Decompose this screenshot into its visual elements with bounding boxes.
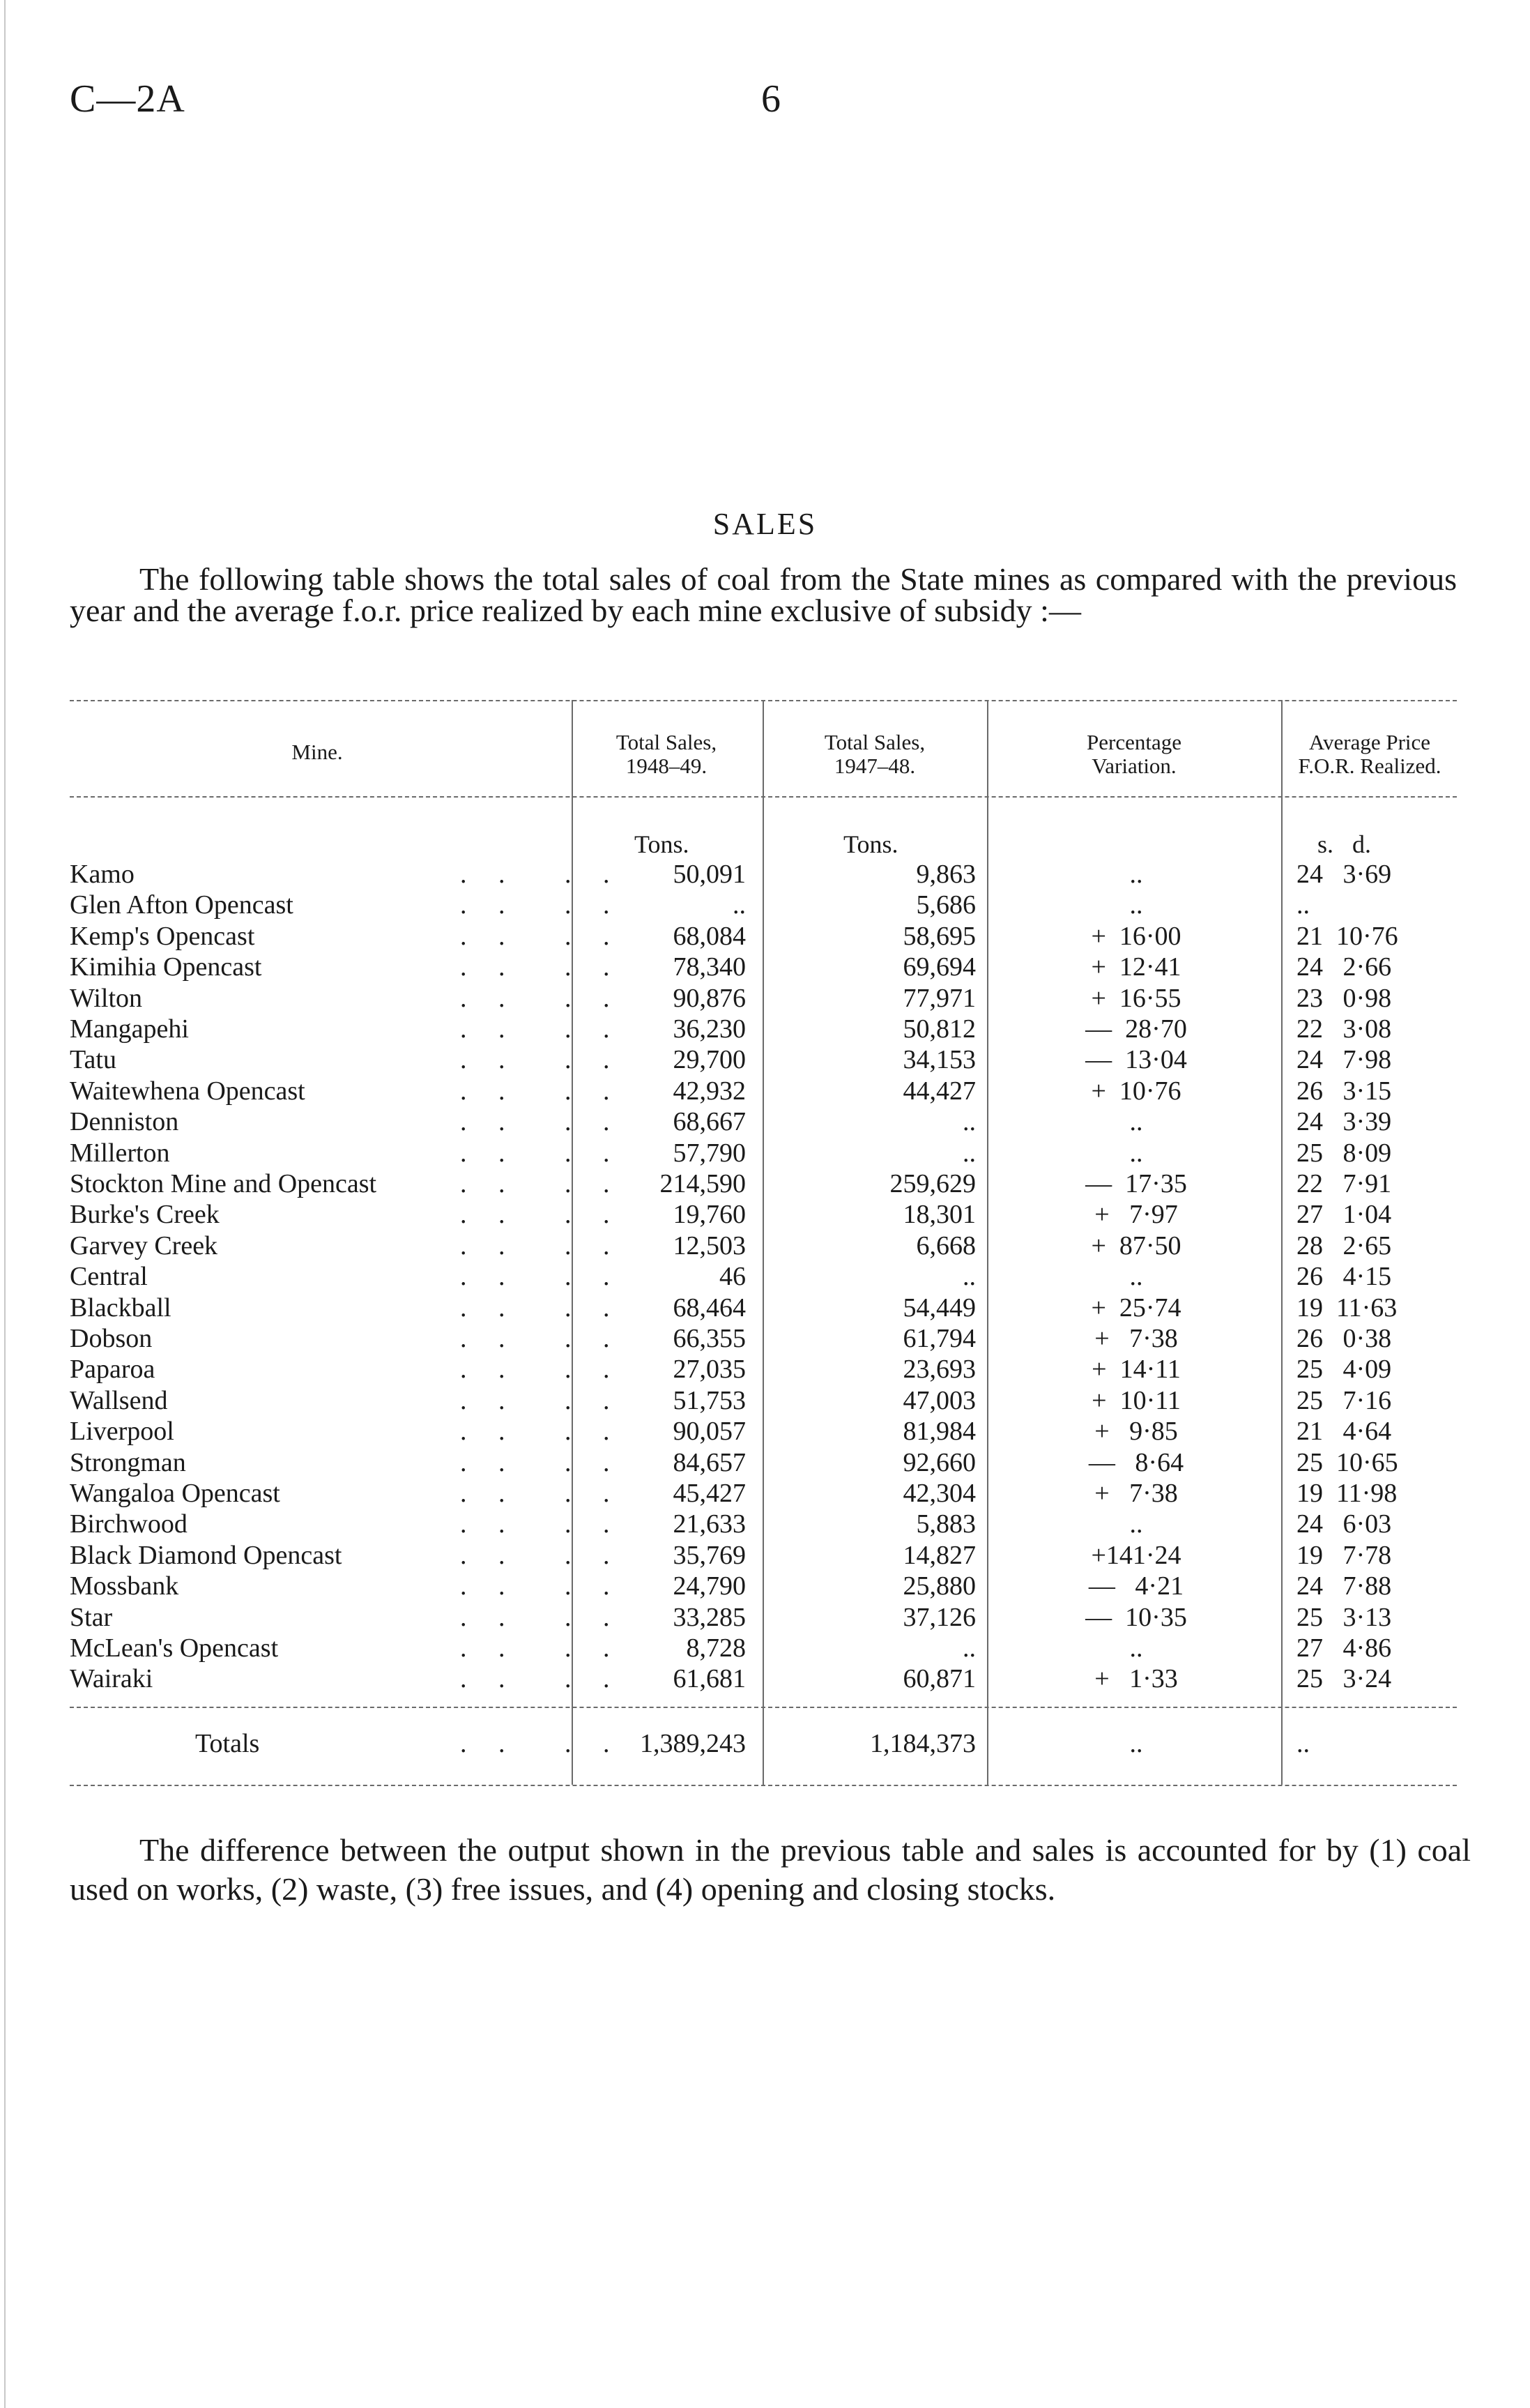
percentage-variation-value: — 8·64 — [1088, 1447, 1184, 1477]
average-price-value: 19 7·78 — [1296, 1540, 1392, 1570]
mine-name: Wairaki — [70, 1664, 153, 1694]
mine-name: Kamo — [70, 860, 135, 889]
column-header-sales-1948 — [573, 731, 760, 778]
sales-1947-value: 1,184,373 — [870, 1729, 976, 1758]
average-price-value: 24 3·39 — [1296, 1107, 1392, 1137]
sales-1948-value: 45,427 — [673, 1479, 746, 1508]
sales-1947-value: 5,686 — [916, 890, 976, 920]
leader-dot: . . — [460, 1509, 518, 1539]
leader-dot: . . — [565, 1230, 622, 1260]
percentage-variation-value: + 12·41 — [1091, 952, 1181, 982]
leader-dot: . . — [460, 1385, 518, 1415]
leader-dot: . . — [565, 1293, 622, 1323]
sales-1948-value: 33,285 — [673, 1602, 746, 1632]
sales-1947-value: 5,883 — [916, 1509, 976, 1539]
sales-1947-value: 37,126 — [903, 1602, 976, 1632]
percentage-variation-value: — 13·04 — [1085, 1045, 1187, 1075]
average-price-value: 24 6·03 — [1296, 1509, 1392, 1539]
leader-dot: . . — [460, 1045, 518, 1075]
column-header-sales-1948-line2: 1948–49. — [625, 754, 707, 778]
leader-dot: . . — [460, 1355, 518, 1385]
sales-1948-value: 50,091 — [673, 860, 746, 889]
average-price-value: 25 7·16 — [1296, 1385, 1392, 1415]
sales-1948-value: 24,790 — [673, 1571, 746, 1601]
leader-dot: . . — [460, 1138, 518, 1168]
sales-1948-value: 51,753 — [673, 1385, 746, 1415]
mine-name: Wangaloa Opencast — [70, 1479, 280, 1508]
sales-1947-value: .. — [963, 1633, 976, 1663]
page-number: 6 — [761, 77, 781, 121]
sales-1947-value: 54,449 — [903, 1293, 976, 1323]
totals-top-rule — [70, 1707, 1457, 1708]
mine-name: Kimihia Opencast — [70, 952, 262, 982]
sales-1947-value: 61,794 — [903, 1324, 976, 1353]
leader-dot: . . — [460, 1447, 518, 1477]
sales-1947-value: 60,871 — [903, 1664, 976, 1694]
column-divider-4 — [1281, 700, 1283, 1785]
leader-dot: . . — [565, 1076, 622, 1106]
sales-1947-value: 14,827 — [903, 1540, 976, 1570]
leader-dot: . . — [565, 1417, 622, 1447]
column-divider-3 — [987, 700, 988, 1785]
totals-label: Totals — [195, 1729, 260, 1758]
average-price-value: 27 4·86 — [1296, 1633, 1392, 1663]
percentage-variation-value: + 7·97 — [1094, 1200, 1178, 1230]
average-price-value: .. — [1296, 1729, 1310, 1758]
leader-dot: . . — [460, 1417, 518, 1447]
leader-dot: . . — [565, 1014, 622, 1044]
average-price-value: 26 3·15 — [1296, 1076, 1392, 1106]
percentage-variation-value: +141·24 — [1091, 1540, 1181, 1570]
sales-1947-value: 9,863 — [916, 860, 976, 889]
sales-1948-value: 35,769 — [673, 1540, 746, 1570]
leader-dot: . . — [460, 1230, 518, 1260]
intro-paragraph: The following table shows the total sales of coal from the State mines as compared with the previous year and the average f.o.r. price realized by each mine exclusive of subsidy :— — [70, 561, 1457, 628]
sales-1948-value: 90,057 — [673, 1417, 746, 1447]
leader-dot: . . — [565, 1571, 622, 1601]
average-price-value: 26 4·15 — [1296, 1262, 1392, 1292]
average-price-value: 25 4·09 — [1296, 1355, 1392, 1385]
percentage-variation-value: — 10·35 — [1085, 1602, 1187, 1632]
leader-dot: . . — [565, 1107, 622, 1137]
sales-1947-value: 47,003 — [903, 1385, 976, 1415]
sales-1948-value: 78,340 — [673, 952, 746, 982]
sales-1948-value: 68,464 — [673, 1293, 746, 1323]
column-header-average-price — [1283, 731, 1457, 778]
mine-name: Wallsend — [70, 1385, 168, 1415]
leader-dot: . . — [460, 1169, 518, 1198]
document-reference: C—2A — [70, 77, 185, 121]
leader-dot: . . — [565, 1324, 622, 1353]
mine-name: Liverpool — [70, 1417, 174, 1447]
sales-1948-value: 90,876 — [673, 983, 746, 1013]
column-header-percentage-line2: Variation. — [1092, 754, 1177, 778]
column-divider-1 — [572, 700, 573, 1785]
sales-1947-value: .. — [963, 1262, 976, 1292]
mine-name: Mangapehi — [70, 1014, 189, 1044]
leader-dot: . . — [460, 1076, 518, 1106]
leader-dot: . . — [565, 1200, 622, 1230]
leader-dot: . . — [460, 1200, 518, 1230]
percentage-variation-value: + 14·11 — [1092, 1355, 1181, 1385]
percentage-variation-value: .. — [1129, 1107, 1143, 1137]
percentage-variation-value: .. — [1129, 1729, 1143, 1758]
mine-name: Star — [70, 1602, 113, 1632]
sales-1948-value: 27,035 — [673, 1355, 746, 1385]
sales-1947-value: 259,629 — [889, 1169, 976, 1198]
average-price-value: 25 3·24 — [1296, 1664, 1392, 1694]
leader-dot: . . — [565, 1664, 622, 1694]
average-price-value: 21 4·64 — [1296, 1417, 1392, 1447]
average-price-value: 24 2·66 — [1296, 952, 1392, 982]
sales-1948-value: 21,633 — [673, 1509, 746, 1539]
average-price-value: 24 7·98 — [1296, 1045, 1392, 1075]
average-price-value: 24 7·88 — [1296, 1571, 1392, 1601]
percentage-variation-value: + 7·38 — [1094, 1324, 1178, 1353]
sales-1948-value: 61,681 — [673, 1664, 746, 1694]
sales-1947-value: 44,427 — [903, 1076, 976, 1106]
column-header-average-price-line1: Average Price — [1308, 730, 1431, 754]
percentage-variation-value: + 10·76 — [1091, 1076, 1181, 1106]
average-price-value: .. — [1296, 890, 1310, 920]
leader-dot: . . — [565, 1447, 622, 1477]
mine-name: Waitewhena Opencast — [70, 1076, 305, 1106]
sales-1947-value: 34,153 — [903, 1045, 976, 1075]
leader-dot: . . — [565, 952, 622, 982]
sales-1948-value: 68,084 — [673, 921, 746, 951]
percentage-variation-value: + 25·74 — [1091, 1293, 1181, 1323]
mine-name: Black Diamond Opencast — [70, 1540, 342, 1570]
leader-dot: . . — [565, 1540, 622, 1570]
percentage-variation-value: .. — [1129, 1138, 1143, 1168]
sales-1948-value: 12,503 — [673, 1230, 746, 1260]
leader-dot: . . — [565, 1385, 622, 1415]
sales-1948-value: 19,760 — [673, 1200, 746, 1230]
leader-dot: . . — [460, 1107, 518, 1137]
sales-1947-value: .. — [963, 1107, 976, 1137]
leader-dot: . . — [565, 1479, 622, 1508]
leader-dot: . . — [565, 890, 622, 920]
sales-1948-value: 42,932 — [673, 1076, 746, 1106]
percentage-variation-value: .. — [1129, 1509, 1143, 1539]
units-average-price: s. d. — [1317, 830, 1372, 858]
leader-dot: . . — [460, 1633, 518, 1663]
percentage-variation-value: — 17·35 — [1085, 1169, 1187, 1198]
leader-dot: . . — [460, 1664, 518, 1694]
sales-1948-value: 36,230 — [673, 1014, 746, 1044]
sales-1947-value: 25,880 — [903, 1571, 976, 1601]
page-edge — [4, 0, 6, 2408]
leader-dot: . . — [565, 1509, 622, 1539]
average-price-value: 25 3·13 — [1296, 1602, 1392, 1632]
units-sales-1948: Tons. — [634, 830, 689, 858]
units-sales-1947: Tons. — [843, 830, 898, 858]
mine-name: Birchwood — [70, 1509, 188, 1539]
column-header-sales-1947-line2: 1947–48. — [834, 754, 916, 778]
leader-dot: . . — [460, 1014, 518, 1044]
leader-dot: . . — [460, 983, 518, 1013]
leader-dot: . . — [565, 1355, 622, 1385]
sales-1948-value: 57,790 — [673, 1138, 746, 1168]
mine-name: Kemp's Opencast — [70, 921, 255, 951]
mine-name: Strongman — [70, 1447, 186, 1477]
percentage-variation-value: + 7·38 — [1094, 1479, 1178, 1508]
leader-dot: . . — [565, 1729, 622, 1758]
mine-name: Stockton Mine and Opencast — [70, 1169, 377, 1198]
average-price-value: 27 1·04 — [1296, 1200, 1392, 1230]
sales-1947-value: 81,984 — [903, 1417, 976, 1447]
average-price-value: 22 3·08 — [1296, 1014, 1392, 1044]
mine-name: Blackball — [70, 1293, 171, 1323]
column-header-percentage — [988, 731, 1280, 778]
column-divider-2 — [763, 700, 764, 1785]
column-header-sales-1948-line1: Total Sales, — [615, 730, 717, 754]
column-header-mine — [70, 740, 565, 764]
sales-1947-value: 18,301 — [903, 1200, 976, 1230]
column-header-sales-1947-line1: Total Sales, — [824, 730, 926, 754]
mine-name: Burke's Creek — [70, 1200, 220, 1230]
sales-1948-value: 68,667 — [673, 1107, 746, 1137]
column-header-mine-label: Mine. — [291, 740, 343, 764]
section-title: SALES — [712, 507, 818, 541]
mine-name: McLean's Opencast — [70, 1633, 279, 1663]
sales-1947-value: 50,812 — [903, 1014, 976, 1044]
percentage-variation-value: — 28·70 — [1085, 1014, 1187, 1044]
sales-1948-value: 29,700 — [673, 1045, 746, 1075]
leader-dot: . . — [565, 860, 622, 889]
percentage-variation-value: .. — [1129, 860, 1143, 889]
sales-1948-value: 46 — [719, 1262, 746, 1292]
percentage-variation-value: + 87·50 — [1091, 1230, 1181, 1260]
percentage-variation-value: .. — [1129, 1633, 1143, 1663]
table-bottom-rule — [70, 1785, 1457, 1786]
mine-name: Tatu — [70, 1045, 116, 1075]
leader-dot: . . — [460, 952, 518, 982]
mine-name: Paparoa — [70, 1355, 155, 1385]
average-price-value: 25 10·65 — [1296, 1447, 1398, 1477]
leader-dot: . . — [460, 1602, 518, 1632]
average-price-value: 25 8·09 — [1296, 1138, 1392, 1168]
percentage-variation-value: + 9·85 — [1094, 1417, 1178, 1447]
percentage-variation-value: — 4·21 — [1088, 1571, 1184, 1601]
percentage-variation-value: + 16·55 — [1091, 983, 1181, 1013]
average-price-value: 19 11·63 — [1296, 1293, 1398, 1323]
mine-name: Glen Afton Opencast — [70, 890, 293, 920]
mine-name: Mossbank — [70, 1571, 179, 1601]
sales-1947-value: 23,693 — [903, 1355, 976, 1385]
sales-1948-value: .. — [733, 890, 746, 920]
leader-dot: . . — [565, 1138, 622, 1168]
leader-dot: . . — [565, 983, 622, 1013]
leader-dot: . . — [565, 1262, 622, 1292]
leader-dot: . . — [460, 1571, 518, 1601]
leader-dot: . . — [460, 860, 518, 889]
sales-1947-value: 6,668 — [916, 1230, 976, 1260]
sales-1947-value: 58,695 — [903, 921, 976, 951]
leader-dot: . . — [460, 1324, 518, 1353]
column-header-sales-1947 — [764, 731, 986, 778]
sales-1947-value: 77,971 — [903, 983, 976, 1013]
column-header-percentage-line1: Percentage — [1087, 730, 1181, 754]
percentage-variation-value: + 16·00 — [1091, 921, 1181, 951]
percentage-variation-value: + 1·33 — [1094, 1664, 1178, 1694]
mine-name: Millerton — [70, 1138, 170, 1168]
sales-1948-value: 84,657 — [673, 1447, 746, 1477]
average-price-value: 21 10·76 — [1296, 921, 1398, 951]
leader-dot: . . — [460, 921, 518, 951]
sales-1947-value: .. — [963, 1138, 976, 1168]
leader-dot: . . — [565, 1633, 622, 1663]
column-header-average-price-line2: F.O.R. Realized. — [1298, 754, 1441, 778]
sales-1948-value: 66,355 — [673, 1324, 746, 1353]
percentage-variation-value: .. — [1129, 1262, 1143, 1292]
leader-dot: . . — [565, 1169, 622, 1198]
percentage-variation-value: .. — [1129, 890, 1143, 920]
leader-dot: . . — [460, 1729, 518, 1758]
leader-dot: . . — [460, 1293, 518, 1323]
leader-dot: . . — [460, 1262, 518, 1292]
percentage-variation-value: + 10·11 — [1092, 1385, 1181, 1415]
sales-1947-value: 42,304 — [903, 1479, 976, 1508]
sales-1948-value: 8,728 — [686, 1633, 746, 1663]
average-price-value: 19 11·98 — [1296, 1479, 1398, 1508]
sales-1947-value: 92,660 — [903, 1447, 976, 1477]
sales-1947-value: 69,694 — [903, 952, 976, 982]
average-price-value: 28 2·65 — [1296, 1230, 1392, 1260]
average-price-value: 24 3·69 — [1296, 860, 1392, 889]
sales-1948-value: 214,590 — [659, 1169, 746, 1198]
mine-name: Wilton — [70, 983, 143, 1013]
average-price-value: 23 0·98 — [1296, 983, 1392, 1013]
leader-dot: . . — [565, 1045, 622, 1075]
leader-dot: . . — [460, 1479, 518, 1508]
mine-name: Denniston — [70, 1107, 179, 1137]
sales-1948-value: 1,389,243 — [640, 1729, 746, 1758]
leader-dot: . . — [565, 1602, 622, 1632]
footer-note: The difference between the output shown in the previous table and sales is accounted for by (1) coal used on works, (2) waste, (3) free issues, and (4) opening and closing stocks. — [70, 1832, 1471, 1907]
leader-dot: . . — [460, 890, 518, 920]
mine-name: Dobson — [70, 1324, 153, 1353]
average-price-value: 22 7·91 — [1296, 1169, 1392, 1198]
mine-name: Garvey Creek — [70, 1230, 218, 1260]
leader-dot: . . — [460, 1540, 518, 1570]
mine-name: Central — [70, 1262, 148, 1292]
leader-dot: . . — [565, 921, 622, 951]
average-price-value: 26 0·38 — [1296, 1324, 1392, 1353]
